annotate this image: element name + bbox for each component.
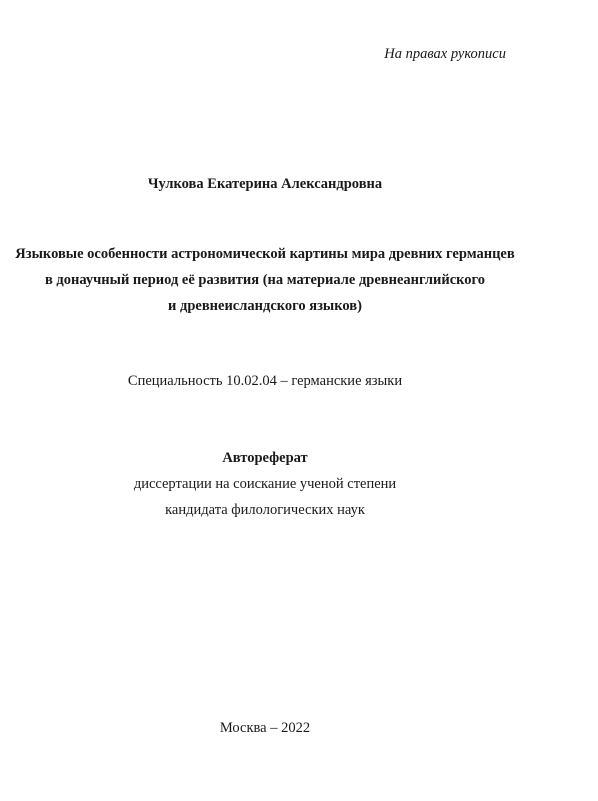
document-type-line-2: кандидата филологических наук	[165, 502, 365, 518]
document-type-heading: Автореферат	[222, 450, 308, 466]
manuscript-note: На правах рукописи	[384, 46, 506, 62]
city-year: Москва – 2022	[219, 720, 311, 736]
specialty: Специальность 10.02.04 – германские языки	[127, 373, 403, 389]
document-type-line-1: диссертации на соискание ученой степени	[133, 476, 397, 492]
author-name: Чулкова Екатерина Александровна	[147, 176, 383, 192]
title-line-2: в донаучный период её развития (на материале древнеанглийского	[44, 272, 486, 288]
title-line-1: Языковые особенности астрономической картины мира древних германцев	[15, 246, 515, 262]
title-line-3: и древнеисландского языков)	[168, 298, 362, 314]
